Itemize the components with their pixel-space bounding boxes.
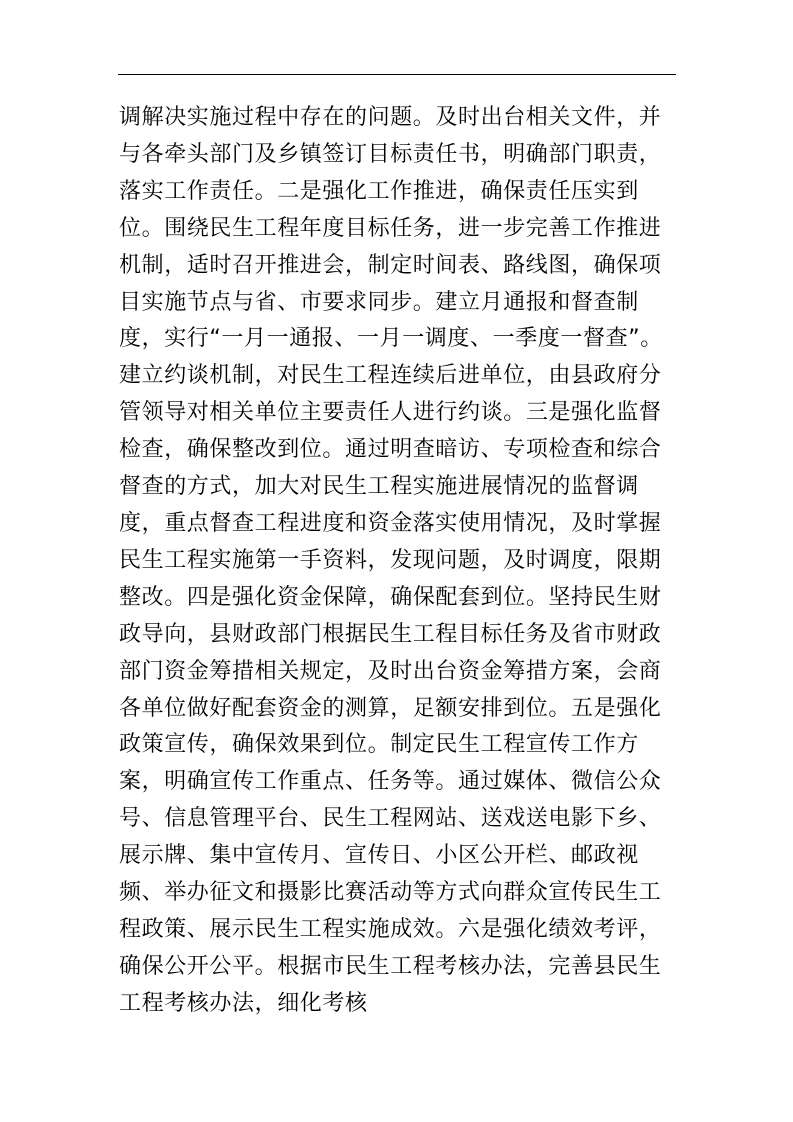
subheading-segment: 四是强化资金保障，确保配套到位。 [186, 584, 549, 610]
text-segment: 坚持民生财政导向，县财政部门根据民生工程目标任务及省市财政部门资金筹措相关规定，及时出台资金筹措方案，会商各单位做好配套资金的测算，足额安排到位。 [119, 584, 662, 721]
subheading-segment: 五是强化政策宣传，确保效果到位。 [119, 695, 662, 758]
text-segment: 通过明查暗访、专项检查和综合督查的方式，加大对民生工程实施进展情况的监督调度，重点督查工程进度和资金落实使用情况，及时掌握民生工程实施第一手资料，发现问题，及时调度，限期整改。 [119, 437, 662, 610]
body-paragraph [119, 100, 679, 1023]
text-segment: 围绕民生工程年度目标任务，进一步完善工作推进机制，适时召开推进会，制定时间表、路线图，确保项目实施节点与省、市要求同步。建立月通报和督查制度，实行“一月一通报、一月一调度、一季度一督查”。建立约谈机制，对民生工程连续后进单位，由县政府分管领导对相关单位主要责任人进行约谈。 [119, 215, 663, 426]
text-segment: 根据市民生工程考核办法，完善县民生工程考核办法，细化考核 [119, 953, 662, 1016]
subheading-segment: 三是强化监督检查，确保整改到位。 [119, 400, 662, 463]
text-segment: 调解决实施过程中存在的问题。及时出台相关文件，并与各牵头部门及乡镇签订目标责任书，明确部门职责，落实工作责任。 [119, 105, 662, 204]
header-rule [118, 74, 676, 75]
subheading-segment: 二是强化工作推进，确保责任压实到位。 [119, 178, 639, 241]
text-segment: 制定民生工程宣传工作方案，明确宣传工作重点、任务等。通过媒体、微信公众号、信息管理平台、民生工程网站、送戏送电影下乡、展示牌、集中宣传月、宣传日、小区公开栏、邮政视频、举办征文和摄影比赛活动等方式向群众宣传民生工程政策、展示民生工程实施成效。 [119, 732, 662, 942]
subheading-segment: 六是强化绩效考评，确保公开公平。 [119, 916, 662, 979]
